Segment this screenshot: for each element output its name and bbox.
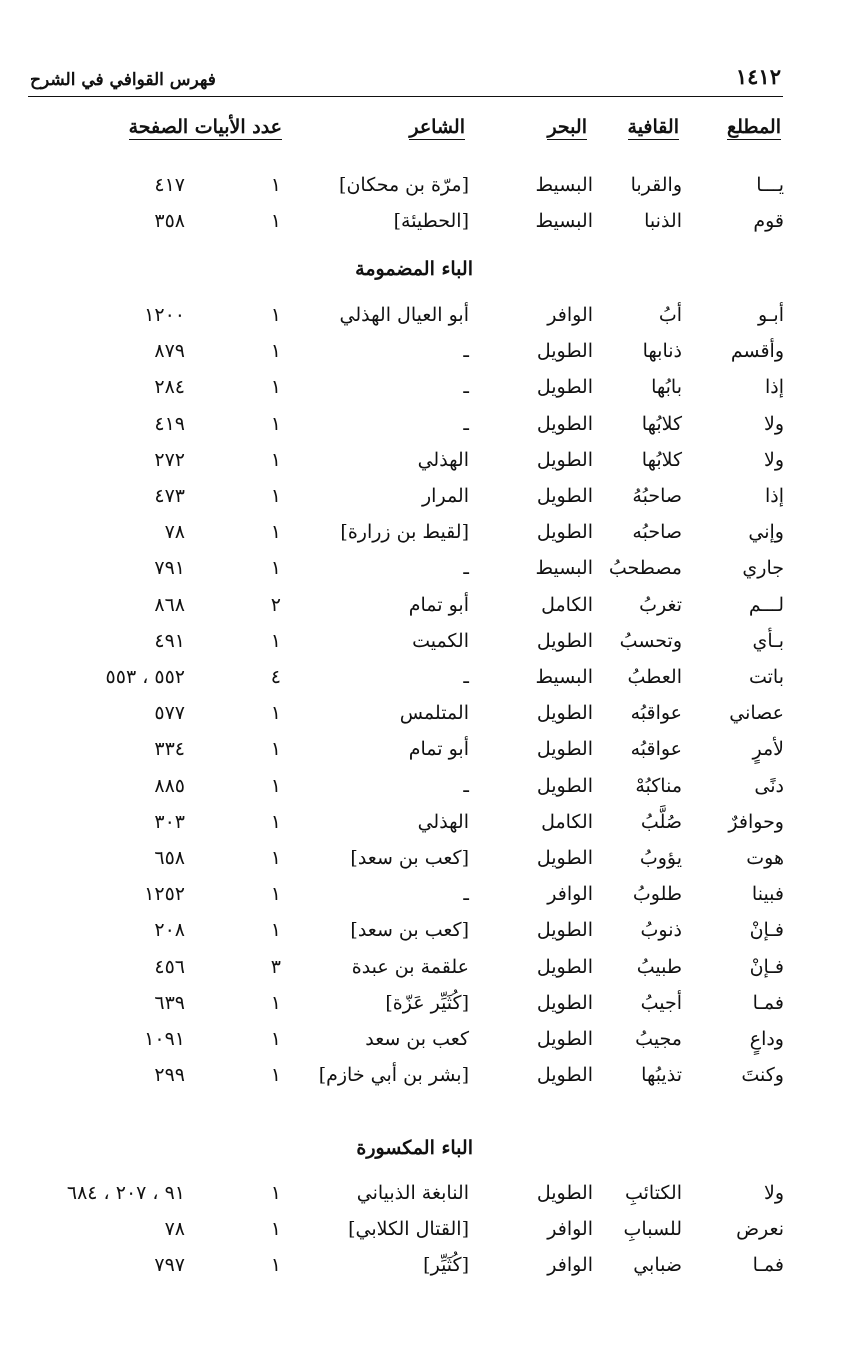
cell-qafia: ذنابها <box>642 340 682 363</box>
cell-shaer: الكميت <box>412 629 469 652</box>
cell-bahr: الطويل <box>536 340 593 363</box>
column-header-shaer: الشاعر <box>409 116 465 138</box>
cell-bahr: الكامل <box>541 810 593 833</box>
table-row <box>0 481 855 515</box>
cell-qafia: ذنوبُ <box>640 919 682 942</box>
table-row <box>0 1060 855 1094</box>
cell-bahr: الطويل <box>536 919 593 942</box>
running-title: فهرس القوافي في الشرح <box>30 70 216 90</box>
table-row <box>0 734 855 768</box>
cell-qafia: وتحسبُ <box>619 629 682 652</box>
cell-shaer: أبو تمام <box>408 738 469 761</box>
cell-bahr: الوافر <box>547 1254 593 1277</box>
cell-qafia: للسبابِ <box>623 1218 682 1241</box>
cell-shaer: المتلمس <box>399 702 469 725</box>
cell-page: ٧٩١ <box>154 557 185 580</box>
cell-shaer: [لقيط بن زرارة] <box>340 521 469 544</box>
cell-page: ٧٨ <box>164 521 185 544</box>
cell-count: ١ <box>270 1254 281 1277</box>
cell-matla: قوم <box>753 210 784 233</box>
cell-shaer: [كُثَيِّر عَزّة] <box>385 991 469 1014</box>
cell-bahr: البسيط <box>535 557 593 580</box>
section-heading: الباء المكسورة <box>356 1137 473 1159</box>
table-row <box>0 698 855 732</box>
cell-matla: إذا <box>764 485 784 507</box>
cell-bahr: الطويل <box>536 376 593 399</box>
cell-matla: نعرض <box>736 1218 784 1241</box>
table-row <box>0 1250 855 1284</box>
table-row <box>0 336 855 370</box>
column-header-bahr: البحر <box>547 116 587 138</box>
table-row <box>0 206 855 240</box>
cell-qafia: الذنبا <box>644 210 682 233</box>
cell-count: ١ <box>270 883 281 906</box>
cell-qafia: صُلَّبُ <box>640 810 682 833</box>
cell-shaer: علقمة بن عبدة <box>351 955 469 978</box>
cell-matla: وإني <box>748 521 784 544</box>
table-row <box>0 1178 855 1212</box>
cell-matla: فـإنْ <box>749 955 784 978</box>
cell-shaer: [مرّة بن محكان] <box>339 174 469 196</box>
cell-bahr: الطويل <box>536 412 593 435</box>
cell-shaer: ـ <box>463 666 469 688</box>
cell-matla: وحوافرٌ <box>728 810 784 833</box>
cell-count: ١ <box>270 1028 281 1050</box>
cell-bahr: الوافر <box>547 883 593 906</box>
cell-qafia: صاحبُهُ <box>632 485 682 507</box>
cell-shaer: [كعب بن سعد] <box>350 919 469 942</box>
table-row <box>0 300 855 334</box>
cell-bahr: الوافر <box>547 1218 593 1241</box>
cell-shaer: ـ <box>463 883 469 906</box>
cell-count: ٢ <box>270 593 281 616</box>
cell-count: ١ <box>270 557 281 580</box>
cell-qafia: والقربا <box>630 174 682 196</box>
table-row <box>0 915 855 949</box>
cell-shaer: [كعب بن سعد] <box>350 847 469 869</box>
cell-shaer: ـ <box>463 412 469 435</box>
cell-page: ٦٣٩ <box>154 991 185 1014</box>
cell-count: ٤ <box>270 666 281 688</box>
cell-count: ١ <box>270 810 281 833</box>
cell-qafia: عواقبُه <box>630 738 682 761</box>
cell-count: ١ <box>270 521 281 544</box>
cell-matla: باتت <box>748 666 784 688</box>
table-row <box>0 170 855 204</box>
cell-bahr: الطويل <box>536 702 593 725</box>
cell-matla: فبينا <box>751 883 784 906</box>
section-heading: الباء المضمومة <box>355 258 473 280</box>
page-number: ١٤١٢ <box>735 64 781 89</box>
cell-page: ٣٥٨ <box>154 210 185 233</box>
cell-page: ٤٥٦ <box>154 955 185 978</box>
cell-qafia: عواقبُه <box>630 702 682 725</box>
cell-count: ١ <box>270 174 281 196</box>
cell-qafia: طلوبُ <box>632 883 682 906</box>
cell-matla: يـــا <box>756 174 784 196</box>
cell-qafia: كلابُها <box>641 448 682 471</box>
cell-qafia: مناكبُهْ <box>635 774 682 797</box>
cell-qafia: بابُها <box>651 376 682 399</box>
cell-count: ١ <box>270 991 281 1014</box>
cell-page: ٧٨ <box>164 1218 185 1241</box>
table-row <box>0 1214 855 1248</box>
cell-shaer: النابغة الذبياني <box>356 1182 469 1204</box>
table-row <box>0 952 855 986</box>
cell-page: ٢٩٩ <box>154 1064 185 1087</box>
cell-bahr: الطويل <box>536 521 593 544</box>
cell-matla: لأمرٍ <box>752 738 784 761</box>
cell-page: ٤٩١ <box>154 629 185 652</box>
table-row <box>0 517 855 551</box>
cell-shaer: [القتال الكلابي] <box>348 1218 469 1241</box>
cell-shaer: [بشر بن أبي خازم] <box>318 1064 469 1087</box>
cell-page: ١٢٥٢ <box>144 883 185 906</box>
cell-count: ١ <box>270 629 281 652</box>
cell-matla: فـإنْ <box>749 919 784 942</box>
cell-matla: فمـا <box>752 1254 784 1277</box>
cell-bahr: الطويل <box>536 1182 593 1204</box>
cell-count: ١ <box>270 774 281 797</box>
cell-count: ١ <box>270 448 281 471</box>
cell-page: ٥٥٢ ، ٥٥٣ <box>105 666 185 688</box>
table-row <box>0 879 855 913</box>
cell-count: ١ <box>270 210 281 233</box>
cell-matla: ولا <box>763 448 784 471</box>
cell-qafia: أجيبُ <box>640 991 682 1014</box>
cell-shaer: ـ <box>463 376 469 399</box>
cell-page: ٤١٧ <box>154 174 185 196</box>
cell-bahr: الطويل <box>536 485 593 507</box>
column-header-matla: المطلع <box>726 116 781 138</box>
cell-count: ١ <box>270 1218 281 1241</box>
table-row <box>0 662 855 696</box>
cell-qafia: طبيبُ <box>636 955 682 978</box>
cell-page: ٨٧٩ <box>154 340 185 363</box>
cell-bahr: البسيط <box>535 210 593 233</box>
cell-matla: وأقسم <box>730 340 784 363</box>
cell-shaer: المرار <box>422 485 469 507</box>
table-row <box>0 553 855 587</box>
cell-page: ٣٠٣ <box>154 810 185 833</box>
cell-bahr: الكامل <box>541 593 593 616</box>
cell-bahr: الطويل <box>536 1064 593 1087</box>
table-row <box>0 590 855 624</box>
cell-bahr: الطويل <box>536 738 593 761</box>
cell-shaer: أبو تمام <box>408 593 469 616</box>
cell-page: ٥٧٧ <box>154 702 185 725</box>
cell-page: ٤١٩ <box>154 412 185 435</box>
cell-bahr: الطويل <box>536 955 593 978</box>
cell-qafia: يؤوبُ <box>639 847 682 869</box>
table-row <box>0 409 855 443</box>
cell-page: ٨٦٨ <box>154 593 185 616</box>
cell-count: ١ <box>270 1182 281 1204</box>
cell-shaer: [الحطيئة] <box>393 210 469 233</box>
cell-shaer: الهذلي <box>417 448 469 471</box>
cell-matla: ولا <box>763 1182 784 1204</box>
cell-matla: وداعٍ <box>749 1028 784 1050</box>
cell-shaer: الهذلي <box>417 810 469 833</box>
table-row <box>0 626 855 660</box>
cell-matla: دنًى <box>754 774 784 797</box>
cell-count: ١ <box>270 376 281 399</box>
cell-count: ١ <box>270 847 281 869</box>
table-row <box>0 807 855 841</box>
cell-bahr: الطويل <box>536 629 593 652</box>
cell-shaer: أبو العيال الهذلي <box>339 304 469 326</box>
cell-matla: بـأي <box>752 629 784 652</box>
cell-page: ٢٨٤ <box>154 376 185 399</box>
cell-qafia: مجيبُ <box>635 1028 682 1050</box>
cell-bahr: الطويل <box>536 774 593 797</box>
cell-page: ٢٠٨ <box>154 919 185 942</box>
cell-matla: ولا <box>763 412 784 435</box>
cell-qafia: صاحبُه <box>632 521 682 544</box>
cell-matla: أبـو <box>758 304 784 326</box>
cell-shaer: [كُثَيِّر] <box>423 1254 469 1277</box>
cell-matla: جاري <box>742 557 784 580</box>
cell-bahr: الطويل <box>536 847 593 869</box>
cell-count: ١ <box>270 919 281 942</box>
cell-page: ٢٧٢ <box>154 448 185 471</box>
column-header-qafia: القافية <box>627 116 679 138</box>
table-row <box>0 988 855 1022</box>
cell-qafia: الكتائبِ <box>624 1182 682 1204</box>
cell-bahr: الطويل <box>536 1028 593 1050</box>
cell-bahr: الطويل <box>536 991 593 1014</box>
cell-matla: وكنتَ <box>741 1064 784 1087</box>
cell-page: ٧٩٧ <box>154 1254 185 1277</box>
cell-shaer: ـ <box>463 557 469 580</box>
cell-count: ١ <box>270 304 281 326</box>
cell-page: ٨٨٥ <box>154 774 185 797</box>
cell-page: ٤٧٣ <box>154 485 185 507</box>
cell-count: ١ <box>270 412 281 435</box>
cell-qafia: العطبُ <box>627 666 682 688</box>
cell-count: ١ <box>270 340 281 363</box>
cell-count: ٣ <box>270 955 281 978</box>
table-row <box>0 445 855 479</box>
cell-count: ١ <box>270 1064 281 1087</box>
cell-bahr: البسيط <box>535 666 593 688</box>
cell-qafia: ضبابي <box>633 1254 682 1277</box>
cell-bahr: الوافر <box>547 304 593 326</box>
cell-page: ٩١ ، ٢٠٧ ، ٦٨٤ <box>66 1182 185 1204</box>
cell-matla: إذا <box>764 376 784 399</box>
cell-shaer: ـ <box>463 340 469 363</box>
cell-page: ١٢٠٠ <box>144 304 185 326</box>
cell-shaer: كعب بن سعد <box>365 1028 469 1050</box>
cell-count: ١ <box>270 702 281 725</box>
cell-page: ١٠٩١ <box>144 1028 185 1050</box>
cell-matla: عصاني <box>729 702 784 725</box>
cell-qafia: تغربُ <box>639 593 682 616</box>
cell-count: ١ <box>270 738 281 761</box>
cell-qafia: كلابُها <box>641 412 682 435</box>
table-row <box>0 843 855 877</box>
cell-matla: هوت <box>746 847 784 869</box>
cell-bahr: البسيط <box>535 174 593 196</box>
cell-matla: لـــم <box>748 593 784 616</box>
header-rule <box>28 96 783 97</box>
cell-bahr: الطويل <box>536 448 593 471</box>
cell-page: ٣٣٤ <box>154 738 185 761</box>
cell-qafia: تذيبُها <box>641 1064 682 1087</box>
cell-matla: فمـا <box>752 991 784 1014</box>
column-header-count-page: عدد الأبيات الصفحة <box>128 116 282 138</box>
table-row <box>0 372 855 406</box>
cell-page: ٦٥٨ <box>154 847 185 869</box>
cell-count: ١ <box>270 485 281 507</box>
cell-qafia: أبُ <box>658 304 682 326</box>
table-row <box>0 771 855 805</box>
cell-qafia: مصطحبُ <box>608 557 682 580</box>
table-row <box>0 1024 855 1058</box>
cell-shaer: ـ <box>463 774 469 797</box>
